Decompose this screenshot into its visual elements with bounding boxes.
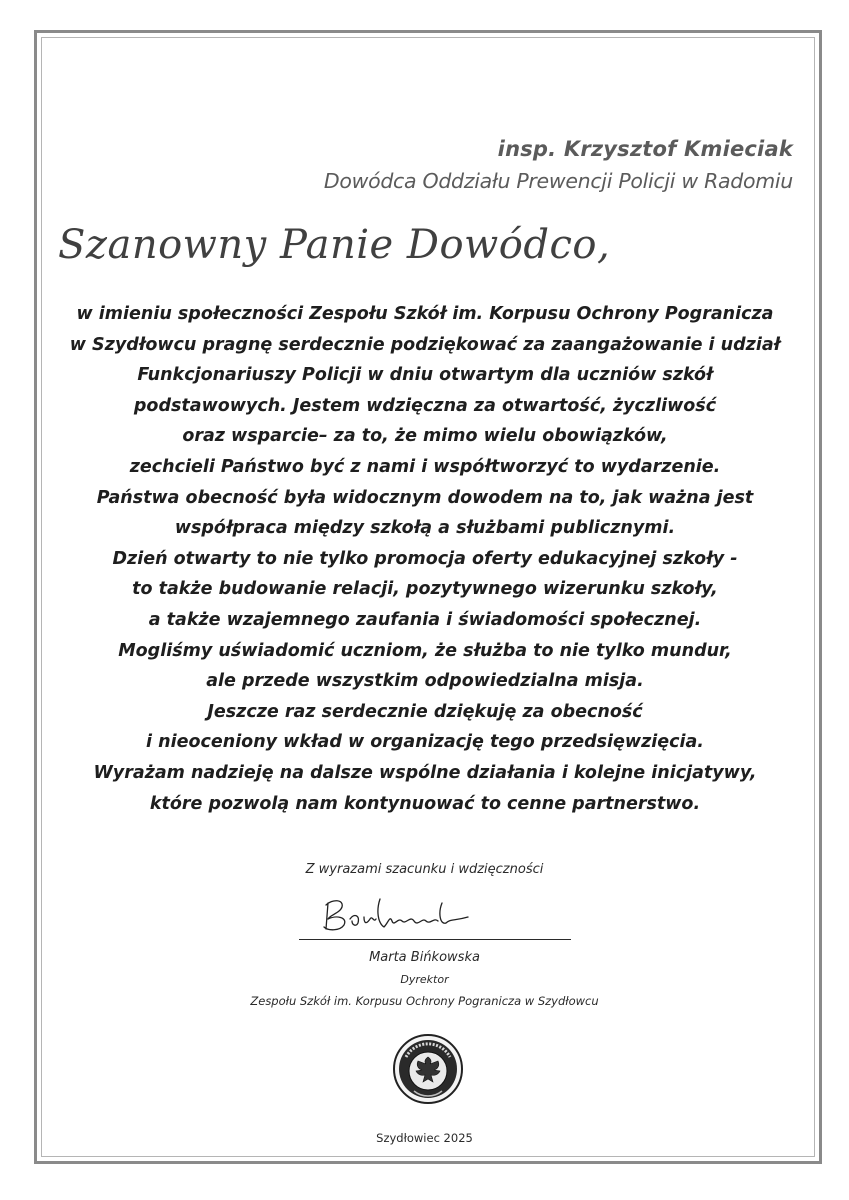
body-line: a także wzajemnego zaufania i świadomości społecznej. [148, 609, 702, 630]
body-line: i nieoceniony wkład w organizację tego przedsięwzięcia. [146, 732, 704, 753]
body-line: zechcieli Państwo być z nami i współtworzyć to wydarzenie. [129, 456, 721, 477]
body-line: Jeszcze raz serdecznie dziękuję za obecność [207, 701, 643, 722]
handwritten-signature [318, 893, 488, 935]
body-line: w imieniu społeczności Zespołu Szkół im. Korpusu Ochrony Pogranicza [76, 304, 774, 324]
closing-phrase: Z wyrazami szacunku i wdzięczności [305, 862, 544, 877]
place-and-date: Szydłowiec 2025 [376, 1131, 473, 1145]
letter-body [40, 299, 810, 819]
school-emblem-eagle-icon [392, 1033, 464, 1105]
signature-line [299, 939, 571, 940]
salutation: Szanowny Panie Dowódco, [58, 222, 611, 268]
signer-role: Dyrektor [400, 973, 449, 986]
body-line: Dzień otwarty to nie tylko promocja oferty edukacyjnej szkoły - [112, 548, 738, 569]
signer-name: Marta Bińkowska [369, 950, 480, 965]
body-line: współpraca między szkołą a służbami publicznymi. [174, 518, 676, 539]
body-line: podstawowych. Jestem wdzięczna za otwartość, życzliwość [133, 395, 717, 416]
body-line: Funkcjonariuszy Policji w dniu otwartym dla uczniów szkół [137, 365, 713, 386]
body-line: oraz wsparcie– za to, że mimo wielu obowiązków, [182, 426, 668, 447]
body-line: to także budowanie relacji, pozytywnego wizerunku szkoły, [132, 579, 718, 600]
body-line: Wyrażam nadzieję na dalsze wspólne działania i kolejne inicjatywy, [93, 762, 757, 783]
signer-organization: Zespołu Szkół im. Korpusu Ochrony Pogranicza w Szydłowcu [250, 994, 599, 1008]
addressee-block [324, 133, 793, 197]
body-line: Mogliśmy uświadomić uczniom, że służba to nie tylko mundur, [118, 640, 732, 661]
body-line: w Szydłowcu pragnę serdecznie podziękować za zaangażowanie i udział [69, 334, 781, 355]
body-line: ale przede wszystkim odpowiedzialna misja. [206, 671, 644, 692]
addressee-name: insp. Krzysztof Kmieciak [497, 137, 793, 161]
body-line: Państwa obecność była widocznym dowodem na to, jak ważna jest [96, 487, 754, 508]
addressee-role: Dowódca Oddziału Prewencji Policji w Radomiu [323, 169, 793, 193]
body-line: które pozwolą nam kontynuować to cenne partnerstwo. [149, 793, 701, 814]
